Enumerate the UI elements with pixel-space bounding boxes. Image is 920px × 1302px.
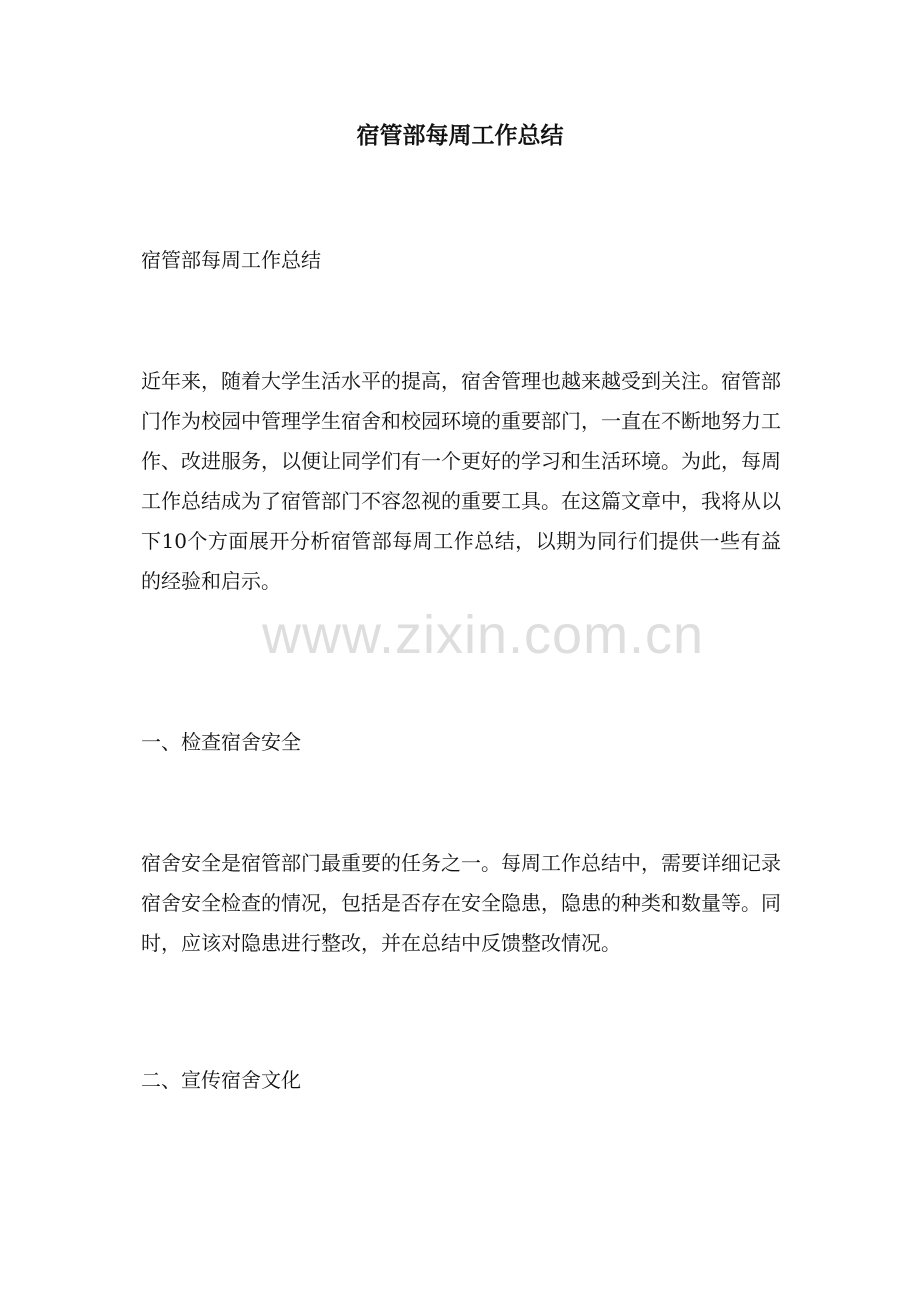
section-1-heading: 一、检查宿舍安全 xyxy=(141,730,301,754)
section-2-heading: 二、宣传宿舍文化 xyxy=(141,1068,301,1092)
section-1-paragraph: 宿舍安全是宿管部门最重要的任务之一。每周工作总结中，需要详细记录宿舍安全检查的情况，包括是否存在安全隐患，隐患的种类和数量等。同时，应该对隐患进行整改，并在总结中反馈整改情况。 xyxy=(141,851,781,955)
intro-paragraph: 近年来，随着大学生活水平的提高，宿舍管理也越来越受到关注。宿管部门作为校园中管理学生宿舍和校园环境的重要部门，一直在不断地努力工作、改进服务，以便让同学们有一个更好的学习和生活环境。为此，每周工作总结成为了宿管部门不容忽视的重要工具。在这篇文章中，我将从以下10个方面展开分析宿管部每周工作总结，以期为同行们提供一些有益的经验和启示。 xyxy=(141,369,781,593)
document-title: 宿管部每周工作总结 xyxy=(356,122,564,149)
document-subtitle: 宿管部每周工作总结 xyxy=(141,248,321,272)
watermark: www.zixin.com.cn xyxy=(262,605,705,665)
